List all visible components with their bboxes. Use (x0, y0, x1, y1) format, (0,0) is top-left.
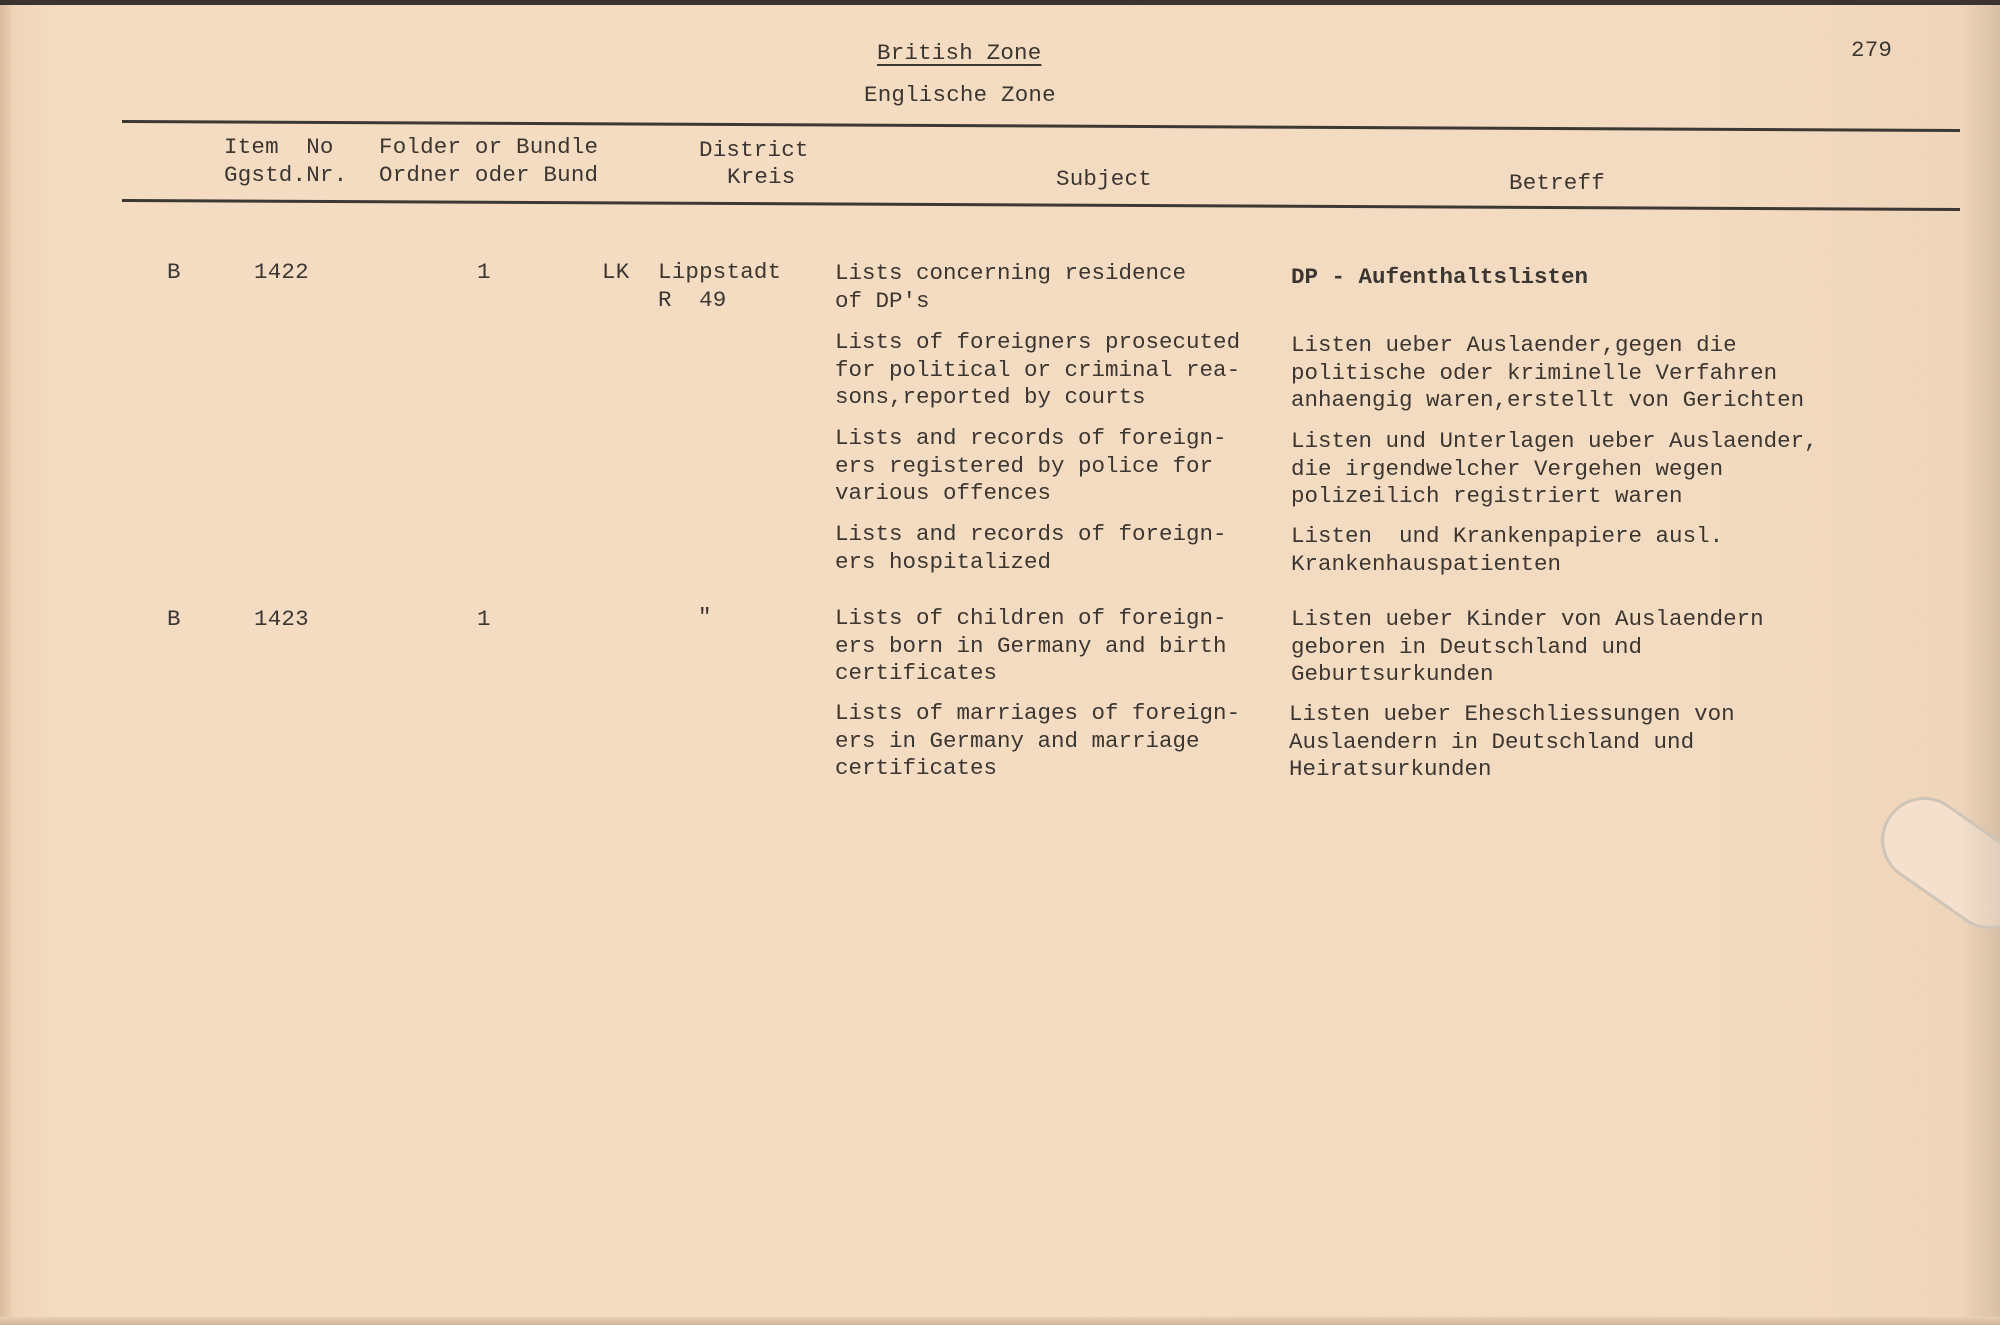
record-subject (835, 260, 1186, 315)
subject-line: ers born in Germany and birth (835, 632, 1227, 659)
header-folder-en: Folder or Bundle (379, 134, 599, 160)
header-bottom-rule (122, 199, 1960, 211)
record-betreff (1291, 332, 1804, 415)
betreff-line: politische oder kriminelle Verfahren (1291, 359, 1778, 386)
subject-line: for political or criminal rea- (835, 356, 1241, 383)
betreff-line: geboren in Deutschland und (1291, 633, 1643, 660)
record-betreff (1291, 523, 1723, 578)
subject-line: Lists and records of foreign- (835, 521, 1227, 547)
header-item-de: Ggstd.Nr. (224, 162, 348, 188)
betreff-line: die irgendwelcher Vergehen wegen (1291, 455, 1724, 482)
betreff-line: Listen ueber Eheschliessungen von (1289, 701, 1735, 727)
subject-line: sons,reported by courts (835, 384, 1146, 410)
subject-line: certificates (835, 660, 998, 686)
betreff-line: Listen ueber Auslaender,gegen die (1291, 332, 1737, 358)
page-number: 279 (1851, 37, 1893, 63)
header-district-en: District (699, 137, 809, 163)
betreff-line: Heiratsurkunden (1289, 756, 1492, 782)
header-district-de: Kreis (727, 164, 796, 190)
betreff-line: Auslaendern in Deutschland und (1289, 728, 1695, 755)
header-betreff: Betreff (1509, 170, 1605, 196)
record-subject (835, 329, 1240, 412)
paper-clip (1864, 780, 2000, 946)
entry-series: B (167, 259, 181, 285)
entry-series: B (167, 606, 181, 632)
entry-district-prefix: LK (602, 259, 630, 285)
entry-district-ditto: " (698, 604, 712, 630)
page-subtitle: Englische Zone (864, 82, 1056, 108)
betreff-line: anhaengig waren,erstellt von Gerichten (1291, 387, 1805, 413)
subject-line: Lists of marriages of foreign- (835, 700, 1241, 726)
subject-line: Lists concerning residence (835, 260, 1187, 286)
record-betreff (1289, 701, 1735, 784)
record-subject (835, 425, 1227, 508)
betreff-line: Listen und Krankenpapiere ausl. (1291, 523, 1724, 549)
betreff-line: Geburtsurkunden (1291, 661, 1494, 687)
betreff-line: Listen ueber Kinder von Auslaendern (1291, 606, 1764, 632)
subject-line: certificates (835, 755, 998, 781)
header-folder-de: Ordner oder Bund (379, 162, 599, 188)
entry-district: Lippstadt (658, 259, 782, 285)
header-item-en: Item No (224, 134, 334, 160)
subject-line: ers hospitalized (835, 548, 1052, 575)
betreff-line: DP - Aufenthaltslisten (1291, 264, 1589, 290)
subject-line: Lists of foreigners prosecuted (835, 329, 1241, 355)
entry-item-no: 1422 (254, 259, 309, 285)
subject-line: various offences (835, 480, 1052, 506)
page-bottom-edge (0, 1317, 2000, 1325)
record-betreff (1291, 606, 1764, 689)
page-top-edge (0, 0, 2000, 5)
entry-district-code: R 49 (658, 287, 727, 313)
betreff-line: Listen und Unterlagen ueber Auslaender, (1291, 428, 1818, 454)
entry-folder: 1 (477, 606, 491, 632)
subject-line: ers in Germany and marriage (835, 727, 1200, 754)
subject-line: Lists of children of foreign- (835, 605, 1227, 631)
subject-line: of DP's (835, 287, 930, 314)
record-subject (835, 521, 1227, 576)
subject-line: Lists and records of foreign- (835, 425, 1227, 451)
subject-line: ers registered by police for (835, 452, 1214, 479)
record-betreff (1291, 428, 1818, 511)
page-title: British Zone (877, 40, 1042, 66)
betreff-line: polizeilich registriert waren (1291, 483, 1683, 509)
entry-item-no: 1423 (254, 606, 309, 632)
header-subject: Subject (1056, 166, 1152, 192)
record-subject (835, 605, 1227, 688)
record-subject (835, 700, 1240, 783)
header-top-rule (122, 120, 1960, 132)
betreff-line: Krankenhauspatienten (1291, 550, 1562, 577)
entry-folder: 1 (477, 259, 491, 285)
record-betreff (1291, 264, 1588, 292)
